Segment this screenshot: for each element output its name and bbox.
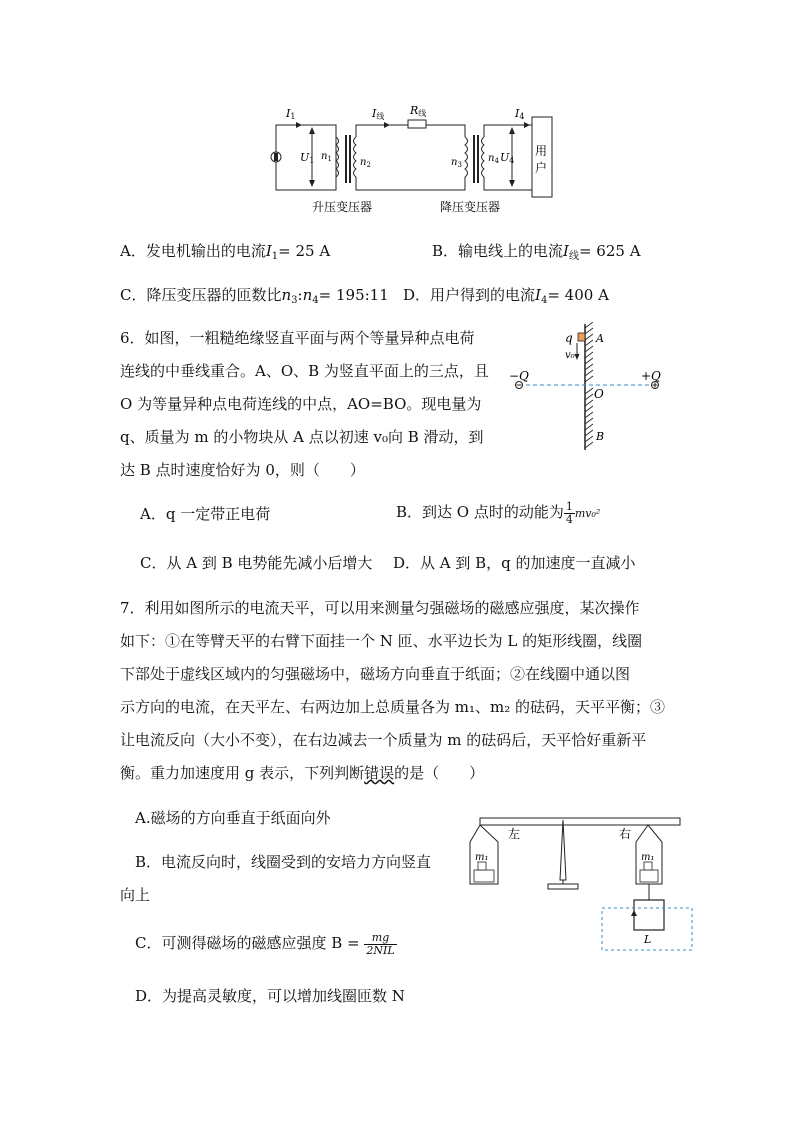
q6-figure bbox=[505, 322, 675, 454]
coil-length-label: L bbox=[644, 933, 652, 946]
label-R-line: R bbox=[410, 104, 419, 117]
fig-O-label: O bbox=[594, 387, 604, 401]
q6-option-c: C．从 A 到 B 电势能先减小后增大 bbox=[140, 554, 373, 572]
svg-text:I1: I1 bbox=[286, 107, 296, 121]
label-n1: n bbox=[321, 151, 328, 162]
q7-stem-last-line: 衡。重力加速度用 g 表示，下列判断错误的是（ ） bbox=[120, 764, 485, 782]
q7-option-b: B．电流反向时，线圈受到的安培力方向竖直 向上 bbox=[120, 853, 432, 904]
label-I-line: I bbox=[372, 107, 377, 120]
svg-text:n1: $n_1$ bbox=[321, 151, 332, 163]
fig-A-label: A bbox=[596, 332, 604, 345]
svg-text:n3: $n_3$ bbox=[451, 157, 462, 169]
user-box-label-top: 用 bbox=[535, 144, 548, 158]
step-down-label: 降压变压器 bbox=[440, 200, 501, 214]
q6-option-d: D．从 A 到 B，q 的加速度一直减小 bbox=[393, 554, 636, 572]
svg-text:U4: U4 bbox=[500, 151, 515, 165]
fig-negQ-label: −Q bbox=[509, 369, 529, 383]
error-emphasis: 错误 bbox=[364, 764, 395, 782]
fig-q-label: q bbox=[565, 331, 573, 345]
q6-stem: 6．如图，一粗糙绝缘竖直平面与两个等量异种点电荷 连线的中垂线重合。A、O、B 为竖直平面上的三点，且 O 为等量异种点电荷连线的中点，AO=BO。现电量为 q、质量为 m 的小物块从 A 点以初速 v₀向 B 滑动，到 达 B 点时速度恰好为 0，则（ ） bbox=[120, 329, 489, 479]
current-balance-figure bbox=[462, 812, 697, 957]
label-n3: n bbox=[451, 157, 458, 168]
balance-right-label: 右 bbox=[619, 827, 632, 841]
q5-option-b: B．输电线上的电流$I_线= 625$ A bbox=[432, 242, 641, 262]
label-I1: I bbox=[286, 107, 291, 120]
q5-option-c: C．降压变压器的匝数比$n_3:n_4=$ 195:11 bbox=[120, 286, 389, 306]
q5-option-a: A．发电机输出的电流$I_1= 25$ A bbox=[120, 242, 331, 262]
svg-text:U1: U1 bbox=[300, 151, 315, 165]
svg-text:n4: $n_4$ bbox=[488, 153, 499, 165]
q6-option-b: B．到达 O 点时的动能为 $\frac{1}{4}$ mv₀² bbox=[396, 499, 601, 526]
svg-text:n2: $n_2$ bbox=[360, 157, 371, 169]
user-box-label-bottom: 户 bbox=[535, 161, 548, 175]
q5-option-d: D．用户得到的电流$I_4= 400$ A bbox=[403, 286, 609, 306]
label-n4: n bbox=[488, 153, 495, 164]
q7-option-c: C．可测得磁场的磁感应强度 B = $\frac{mg}{\text{2NIL}}$ bbox=[135, 930, 395, 957]
fig-B-label: B bbox=[596, 430, 605, 443]
q7-option-d: D．为提高灵敏度，可以增加线圈匝数 N bbox=[135, 987, 405, 1005]
left-mass-label: m₁ bbox=[475, 852, 489, 863]
fraction-mg-2NIL: $\frac{mg}{\text{2NIL}}$ bbox=[366, 930, 395, 957]
q7-option-a: A.磁场的方向垂直于纸面向外 bbox=[135, 809, 331, 827]
svg-text:R线: R线 bbox=[410, 104, 427, 118]
fraction-one-quarter: $\frac{1}{4}$ bbox=[565, 499, 573, 526]
label-U4: U bbox=[500, 151, 510, 164]
svg-text:I4: I4 bbox=[515, 107, 525, 121]
q7-stem: 7．利用如图所示的电流天平，可以用来测量匀强磁场的磁感应强度，某次操作 如下：①在等臂天平的右臂下面挂一个 N 匝、水平边长为 L 的矩形线圈，线圈 下部处于虚线区域内的匀强磁场中，磁场方向垂直于纸面；②在线圈中通以图 示方向的电流，在天平左、右两边加上总质量各为 m₁、m₂ 的砝码，天平平衡；③ 让电流反向（大小不变），在右边减去一个质量为 m 的砝码后，天平恰好重新平 衡。重力加速度用 g 表示，下列判断错误的是（ ） bbox=[120, 592, 680, 790]
transformer-circuit-figure bbox=[260, 95, 560, 220]
q6-option-a: A．q 一定带正电荷 bbox=[140, 505, 271, 523]
fig-v0-label: v₀ bbox=[565, 350, 575, 361]
balance-left-label: 左 bbox=[508, 827, 521, 841]
label-U1: U bbox=[300, 151, 310, 164]
right-mass-label: m₁ bbox=[641, 852, 655, 863]
step-up-label: 升压变压器 bbox=[312, 200, 373, 214]
svg-text:I线: I线 bbox=[372, 107, 385, 121]
label-n2: n bbox=[360, 157, 367, 168]
fig-posQ-label: +Q bbox=[641, 369, 661, 383]
label-I4: I bbox=[515, 107, 520, 120]
